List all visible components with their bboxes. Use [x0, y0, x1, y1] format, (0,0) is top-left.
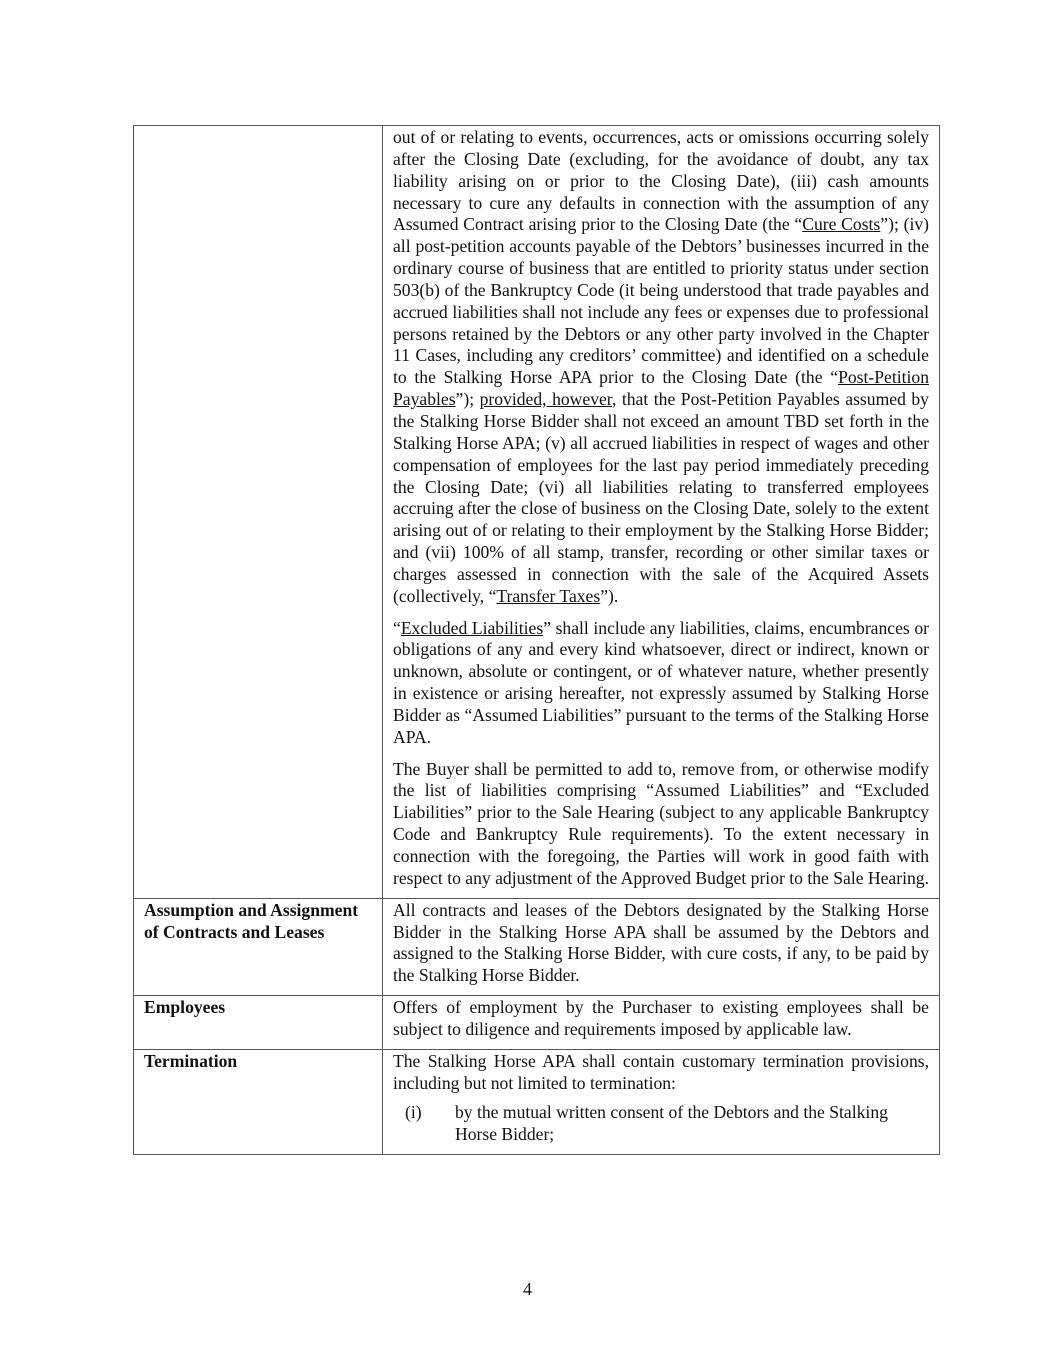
row-label: Employees [134, 996, 383, 1050]
table-row [134, 1049, 940, 1154]
page-number: 4 [523, 1279, 532, 1299]
assumed-liabilities-paragraph [393, 127, 929, 608]
buyer-modification-paragraph: The Buyer shall be permitted to add to, remove from, or otherwise modify the list of liabilities comprising “Assumed Liabilities” and “Excluded Liabilities” prior to the Sale Hearing (subject to any applicable Bankruptcy Code and Bankruptcy Rule requirements). To the extent necessary in connection with the foregoing, the Parties will work in good faith with respect to any adjustment of the Approved Budget prior to the Sale Hearing. [393, 758, 929, 888]
list-item [393, 1102, 929, 1146]
row-content [383, 126, 940, 899]
text-segment: , that the Post-Petition Payables assumed by the Stalking Horse Bidder shall not exceed an amount TBD set forth in the Stalking Horse APA; (v) all accrued liabilities in respect of wages and other compensation of employees for the last pay period immediately preceding the Closing Date; (vi) all liabilities relating to transferred employees accruing after the close of business on the Closing Date, solely to the extent arising out of or relating to their employment by the Stalking Horse Bidder; and (vii) 100% of all stamp, transfer, recording or other similar taxes or charges assessed in connection with the sale of the Acquired Assets (collectively, “ [393, 389, 929, 606]
text-segment: ” shall include any liabilities, claims, encumbrances or obligations of any and every kind whatsoever, direct or indirect, known or unknown, absolute or contingent, or of whatever nature, whether presently in existence or arising hereafter, not expressly assumed by Stalking Horse Bidder as “Assumed Liabilities” pursuant to the terms of the Stalking Horse APA. [393, 617, 929, 747]
defined-term: Post-Petition Payables [393, 367, 929, 410]
row-content: Offers of employment by the Purchaser to existing employees shall be subject to diligence and requirements imposed by applicable law. [383, 996, 940, 1050]
text-segment: ”); [455, 389, 480, 410]
row-label: Termination [134, 1049, 383, 1154]
text-segment: “ [393, 617, 401, 638]
row-content [383, 1049, 940, 1154]
termination-intro: The Stalking Horse APA shall contain customary termination provisions, including but not limited to termination: [393, 1050, 929, 1093]
text-segment: ”). [600, 585, 619, 606]
table-row [134, 996, 940, 1050]
defined-term: Transfer Taxes [496, 585, 601, 606]
list-item-number: (i) [405, 1102, 422, 1123]
row-label [134, 126, 383, 899]
defined-term: Cure Costs [802, 214, 881, 235]
text-segment: ”); (iv) all post-petition accounts payable of the Debtors’ businesses incurred in the ordinary course of business that are entitled to priority status under section 503(b) of the Bankruptcy Code (it being understood that trade payables and accrued liabilities shall not include any fees or expenses due to professional persons retained by the Debtors or any other party involved in the Chapter 11 Cases, including any creditors’ committee) and identified on a schedule to the Stalking Horse APA prior to the Closing Date (the “ [393, 214, 930, 388]
row-label: Assumption and Assignment of Contracts and Leases [134, 898, 383, 995]
row-content: All contracts and leases of the Debtors designated by the Stalking Horse Bidder in the Stalking Horse APA shall be assumed by the Debtors and assigned to the Stalking Horse Bidder, with cure costs, if any, to be paid by the Stalking Horse Bidder. [383, 898, 940, 995]
table-row [134, 898, 940, 995]
list-item-text: by the mutual written consent of the Debtors and the Stalking Horse Bidder; [455, 1102, 888, 1145]
term-sheet-table [133, 125, 940, 1155]
text-segment: out of or relating to events, occurrences, acts or omissions occurring solely after the Closing Date (excluding, for the avoidance of doubt, any tax liability arising on or prior to the Closing Date), (iii) cash amounts necessary to cure any defaults in connection with the assumption of any Assumed Contract arising prior to the Closing Date (the “ [393, 127, 929, 235]
table-row [134, 126, 940, 899]
excluded-liabilities-paragraph [393, 618, 929, 749]
defined-term: Excluded Liabilities [400, 617, 544, 638]
defined-term: provided, however [479, 389, 612, 410]
